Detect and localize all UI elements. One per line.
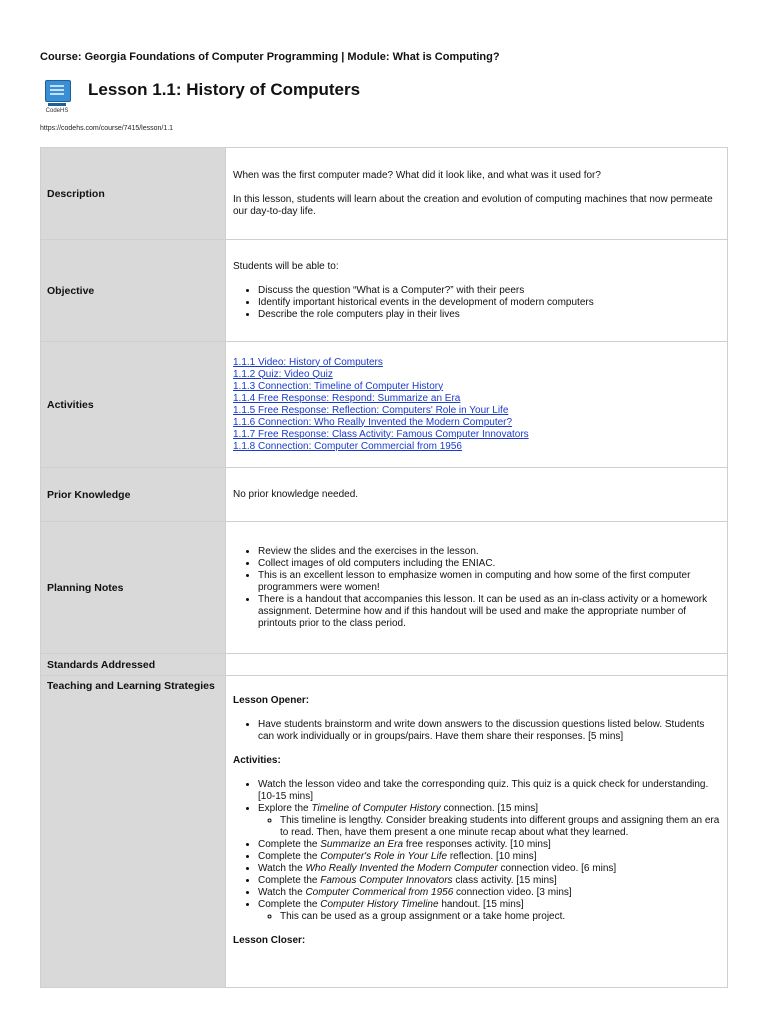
description-question: When was the first computer made? What did it look like, and what was it used for? [233,169,601,181]
label-standards: Standards Addressed [41,654,226,676]
strategy-item: • Watch the lesson video and take the corresponding quiz. This quiz is a quick check for understanding. [10-15 mins] [258,779,720,803]
strategy-subitem: ◦ This timeline is lengthy. Consider breaking students into different groups and assigning them an era to read. Then, have them present a one minute recap about what they learned. [280,815,720,839]
row-objective [41,240,728,342]
value-description [226,148,728,240]
strategy-activities-list [233,779,720,923]
label-prior-knowledge: Prior Knowledge [41,468,226,522]
label-activities: Activities [41,342,226,468]
strategy-subitem: ◦ This can be used as a group assignment or a take home project. [280,911,720,923]
monitor-stand [48,103,66,106]
strategy-item: • Complete the Famous Computer Innovators class activity. [15 mins] [258,875,720,887]
value-objective [226,240,728,342]
strategy-sublist [258,911,720,923]
activity-link-1-1-3[interactable]: 1.1.3 Connection: Timeline of Computer History [233,380,444,392]
objective-item: • Describe the role computers play in their lives [258,309,720,321]
strategy-item: • Complete the Computer's Role in Your Life reflection. [10 mins] [258,851,720,863]
row-activities [41,342,728,468]
strategy-item: • Complete the Summarize an Era free responses activity. [10 mins] [258,839,720,851]
row-standards [41,654,728,676]
value-activities [226,342,728,468]
objective-list [233,285,720,321]
row-planning-notes [41,522,728,654]
label-teaching-strategies: Teaching and Learning Strategies [41,676,226,988]
row-description [41,148,728,240]
opener-list [233,719,720,743]
label-description: Description [41,148,226,240]
strategy-item: • Watch the Computer Commerical from 1956 connection video. [3 mins] [258,887,720,899]
objective-item: • Discuss the question “What is a Computer?” with their peers [258,285,720,297]
strategy-item: • Watch the Who Really Invented the Modern Computer connection video. [6 mins] [258,863,720,875]
value-standards [226,654,728,676]
row-teaching-strategies [41,676,728,988]
objective-intro: Students will be able to: [233,260,339,272]
opener-heading: Lesson Opener: [233,695,310,706]
planning-item: • This is an excellent lesson to emphasize women in computing and how some of the first computer programmers were women! [258,570,720,594]
activity-link-1-1-6[interactable]: 1.1.6 Connection: Who Really Invented the Modern Computer? [233,416,513,428]
planning-item: • Review the slides and the exercises in the lesson. [258,546,720,558]
value-prior-knowledge: No prior knowledge needed. [226,468,728,522]
closer-heading: Lesson Closer: [233,935,306,946]
strategy-sublist [258,815,720,839]
activity-link-1-1-1[interactable]: 1.1.1 Video: History of Computers [233,356,383,368]
activity-link-1-1-4[interactable]: 1.1.4 Free Response: Respond: Summarize an Era [233,392,461,404]
activity-link-1-1-8[interactable]: 1.1.8 Connection: Computer Commercial from 1956 [233,440,462,452]
strategy-item: • Complete the Computer History Timeline handout. [15 mins] ◦ This can be used as a group assignment or a take home project. [258,899,720,923]
label-objective: Objective [41,240,226,342]
row-prior-knowledge [41,468,728,522]
planning-item: • Collect images of old computers including the ENIAC. [258,558,720,570]
value-planning-notes [226,522,728,654]
activity-link-1-1-5[interactable]: 1.1.5 Free Response: Reflection: Computers' Role in Your Life [233,404,509,416]
activities-heading: Activities: [233,755,281,766]
codehs-monitor-icon [45,80,71,102]
objective-item: • Identify important historical events in the development of modern computers [258,297,720,309]
course-line: Course: Georgia Foundations of Computer Programming | Module: What is Computing? [40,51,500,63]
label-planning-notes: Planning Notes [41,522,226,654]
codehs-logo [42,80,72,114]
lesson-title: Lesson 1.1: History of Computers [88,80,361,99]
opener-item: • Have students brainstorm and write down answers to the discussion questions listed below. Students can work individually or in groups/pairs. Have them share their responses. [5 mins] [258,719,720,743]
planning-list [233,546,720,630]
strategy-item: • Explore the Timeline of Computer History connection. [15 mins] ◦ This timeline is lengthy. Consider breaking students into different groups and assigning them an era to read. Then, have them present a one minute recap about what they learned. [258,803,720,839]
activity-link-1-1-2[interactable]: 1.1.2 Quiz: Video Quiz [233,368,333,380]
value-teaching-strategies [226,676,728,988]
logo-text: CodeHS [45,108,69,114]
activity-link-1-1-7[interactable]: 1.1.7 Free Response: Class Activity: Famous Computer Innovators [233,428,529,440]
lesson-url: https://codehs.com/course/7415/lesson/1.1 [40,125,174,132]
description-text: In this lesson, students will learn about the creation and evolution of computing machines that now permeate our day-to-day life. [233,193,713,217]
planning-item: • There is a handout that accompanies this lesson. It can be used as an in-class activity or a homework assignment. Determine how and if this handout will be used and make the appropriate number of printouts prior to the class period. [258,594,720,630]
lesson-info-table [40,147,728,988]
